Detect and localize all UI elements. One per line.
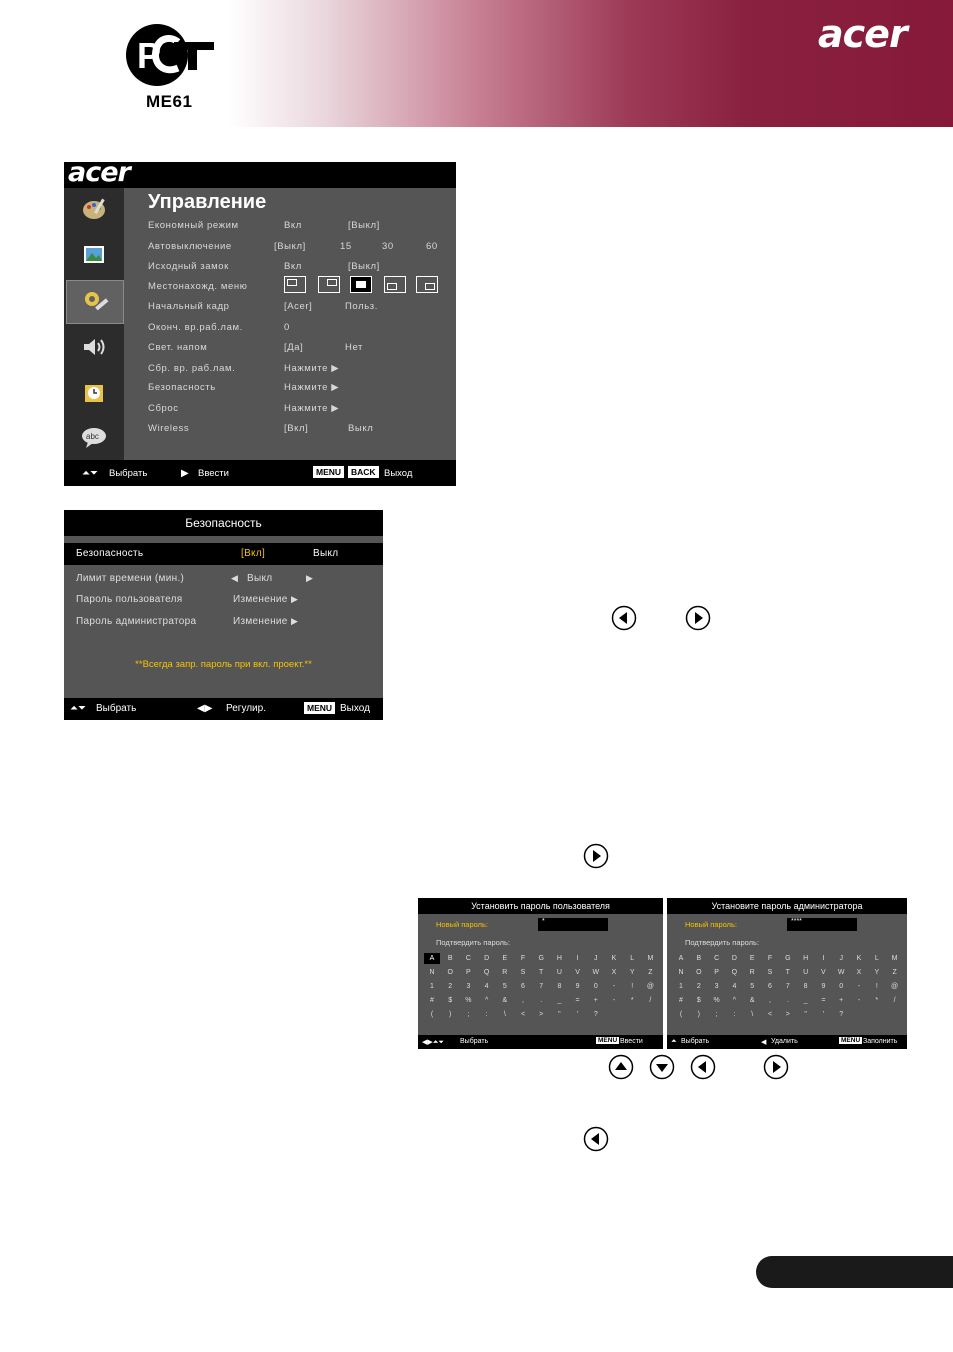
option-off[interactable]: [Выкл] xyxy=(348,220,380,231)
keyboard-key[interactable]: % xyxy=(713,997,720,1004)
keyboard-grid xyxy=(424,953,658,1023)
keyboard-key[interactable]: X xyxy=(856,969,862,976)
keyboard-row xyxy=(673,995,907,1009)
footer-delete: Удалить xyxy=(771,1038,798,1045)
keyboard-key[interactable]: 3 xyxy=(714,983,719,990)
keyboard-key[interactable]: N xyxy=(678,969,684,976)
keyboard-key[interactable]: \ xyxy=(503,1011,506,1018)
keyboard-row xyxy=(673,953,907,967)
keyboard-key[interactable]: 7 xyxy=(539,983,544,990)
keyboard-key[interactable]: 5 xyxy=(502,983,507,990)
row-label: Автовыключение xyxy=(148,241,232,252)
keyboard-key[interactable]: ) xyxy=(449,1011,452,1018)
keyboard-key[interactable]: B xyxy=(696,955,702,962)
left-right-icon: ◀▶ xyxy=(197,703,213,714)
keyboard-key[interactable]: # xyxy=(430,997,434,1004)
option-off[interactable]: Выкл xyxy=(313,548,339,559)
keyboard-key[interactable]: O xyxy=(696,969,702,976)
up-arrow-icon xyxy=(608,1054,634,1080)
footer-select: Выбрать xyxy=(460,1038,489,1045)
keyboard-key[interactable]: K xyxy=(611,955,617,962)
security-row-user-password[interactable] xyxy=(76,594,376,608)
acer-logo: acer xyxy=(818,12,907,56)
pw-title: Установить пароль пользователя xyxy=(418,898,663,914)
confirm-password-label: Подтвердить пароль: xyxy=(436,938,511,947)
change-button[interactable]: Изменение xyxy=(233,594,288,605)
keyboard-key[interactable]: O xyxy=(447,969,453,976)
menu-row-lamp-reset[interactable] xyxy=(148,363,454,377)
option-on[interactable]: [Вкл] xyxy=(241,548,266,559)
keyboard-key[interactable]: G xyxy=(785,955,791,962)
keyboard-key[interactable]: < xyxy=(767,1011,773,1018)
option-off[interactable]: [Выкл] xyxy=(348,261,380,272)
keyboard-key[interactable]: A xyxy=(424,953,440,964)
keyboard-key[interactable]: J xyxy=(594,955,598,962)
menu-row-lamp-hours xyxy=(148,322,454,336)
osd-title: Управление xyxy=(148,191,267,213)
row-label: Исходный замок xyxy=(148,261,229,272)
footer-select: Выбрать xyxy=(109,468,148,479)
keyboard-key[interactable]: S xyxy=(520,969,526,976)
osd-security-screen xyxy=(64,510,383,720)
keyboard-key[interactable]: $ xyxy=(696,997,701,1004)
timeout-value: Выкл xyxy=(247,573,273,584)
keyboard-key[interactable]: @ xyxy=(891,983,899,990)
keyboard-key[interactable]: > xyxy=(539,1011,544,1018)
keyboard-key[interactable]: ) xyxy=(697,1011,700,1018)
keyboard-key[interactable]: V xyxy=(821,969,826,976)
right-arrow-icon xyxy=(583,843,609,869)
menu-row-security[interactable] xyxy=(148,382,454,396)
row-label: Лимит времени (мин.) xyxy=(76,573,185,584)
pw-footer xyxy=(667,1035,907,1049)
row-label: Оконч. вр.раб.лам. xyxy=(148,322,243,333)
keyboard-key[interactable]: / xyxy=(649,997,652,1004)
keyboard-key[interactable]: R xyxy=(502,969,508,976)
keyboard-key[interactable]: 5 xyxy=(750,983,755,990)
footer-exit: Выход xyxy=(340,703,370,714)
keyboard-key[interactable]: M xyxy=(647,955,654,962)
keyboard-key[interactable]: E xyxy=(749,955,755,962)
keyboard-key[interactable]: ( xyxy=(679,1011,683,1018)
row-label: Пароль пользователя xyxy=(76,594,183,605)
keyboard-key[interactable]: & xyxy=(502,997,508,1004)
left-triangle-icon[interactable]: ◀ xyxy=(231,573,239,583)
press-button[interactable]: Нажмите ▶ xyxy=(284,382,340,393)
row-label: Wireless xyxy=(148,423,190,434)
security-title: Безопасность xyxy=(64,510,383,536)
keyboard-key[interactable]: _ xyxy=(803,997,808,1004)
keyboard-key[interactable]: I xyxy=(822,955,825,962)
menu-position-top-left[interactable] xyxy=(284,276,306,293)
keyboard-key[interactable]: / xyxy=(893,997,896,1004)
footer-select: Выбрать xyxy=(96,703,137,714)
keyboard-key[interactable]: Z xyxy=(648,969,653,976)
security-row-security[interactable] xyxy=(76,548,376,562)
row-label: Сброс xyxy=(148,403,179,414)
keyboard-key[interactable]: = xyxy=(575,997,580,1004)
row-label: Начальный кадр xyxy=(148,301,230,312)
menu-key[interactable]: MENU xyxy=(304,702,335,714)
press-button[interactable]: Нажмите ▶ xyxy=(284,363,340,374)
keyboard-key[interactable]: X xyxy=(611,969,617,976)
keyboard-key[interactable]: # xyxy=(679,997,683,1004)
keyboard-key[interactable]: + xyxy=(593,997,598,1004)
option-15[interactable]: 15 xyxy=(340,241,352,252)
keyboard-key[interactable]: 9 xyxy=(821,983,826,990)
keyboard-key[interactable]: * xyxy=(630,997,634,1004)
keyboard-key[interactable]: * xyxy=(875,997,879,1004)
security-row-admin-password[interactable] xyxy=(76,616,376,630)
left-arrow-icon xyxy=(611,605,637,631)
keyboard-key[interactable]: Y xyxy=(629,969,635,976)
keyboard-key[interactable]: - xyxy=(857,983,861,990)
down-arrow-icon xyxy=(649,1054,675,1080)
keyboard-key[interactable]: - xyxy=(612,997,616,1004)
keyboard-key[interactable]: D xyxy=(484,955,490,962)
keyboard-row xyxy=(424,1009,658,1023)
left-icon: ◀ xyxy=(761,1039,767,1046)
model-label: ME61 xyxy=(146,92,193,111)
footer-adjust: Регулир. xyxy=(226,703,266,714)
keyboard-row xyxy=(673,1009,907,1023)
keyboard-key[interactable]: : xyxy=(733,1011,736,1018)
arrows-icon: ◀▶⏶⏷ xyxy=(422,1039,444,1046)
keyboard-key[interactable]: @ xyxy=(646,983,654,990)
keyboard-key[interactable]: V xyxy=(575,969,580,976)
keyboard-key[interactable]: P xyxy=(466,969,471,976)
footer-exit: Выход xyxy=(384,468,413,479)
footer-enter: Ввести xyxy=(198,468,229,479)
keyboard-key[interactable]: _ xyxy=(557,997,562,1004)
keyboard-key[interactable]: L xyxy=(874,955,879,962)
keyboard-key[interactable]: E xyxy=(502,955,508,962)
keyboard-key[interactable]: 1 xyxy=(679,983,683,990)
keyboard-key[interactable]: K xyxy=(856,955,862,962)
keyboard-key[interactable]: ! xyxy=(875,983,878,990)
keyboard-key[interactable]: ' xyxy=(822,1011,825,1018)
osd-brand-logo: acer xyxy=(68,157,130,188)
keyboard-key[interactable]: H xyxy=(556,955,562,962)
keyboard-key[interactable]: , xyxy=(769,997,771,1004)
option-yes[interactable]: [Да] xyxy=(284,342,304,353)
option-off[interactable]: [Выкл] xyxy=(274,241,306,252)
option-on[interactable]: Вкл xyxy=(284,261,302,272)
set-admin-password-screen xyxy=(667,898,907,1049)
option-acer[interactable]: [Acer] xyxy=(284,301,313,312)
right-triangle-icon[interactable]: ▶ xyxy=(306,573,314,583)
keyboard-key[interactable]: ? xyxy=(593,1011,598,1018)
up-down-icon: ⏶ xyxy=(671,1038,677,1045)
keyboard-key[interactable]: H xyxy=(803,955,809,962)
keyboard-key[interactable]: 3 xyxy=(466,983,471,990)
osd-footer xyxy=(64,460,456,486)
keyboard-key[interactable]: - xyxy=(857,997,861,1004)
keyboard-key[interactable]: : xyxy=(485,1011,488,1018)
option-off[interactable]: Выкл xyxy=(348,423,374,434)
row-label: Свет. напом xyxy=(148,342,208,353)
row-label: Местонахожд. меню xyxy=(148,281,248,292)
menu-row-auto-shutdown[interactable] xyxy=(148,241,454,255)
option-on[interactable]: Вкл xyxy=(284,220,302,231)
footer-select: Выбрать xyxy=(681,1038,710,1045)
keyboard-key[interactable]: T xyxy=(785,969,790,976)
keyboard-key[interactable]: 6 xyxy=(768,983,772,990)
keyboard-key[interactable]: Y xyxy=(874,969,880,976)
new-password-label: Новый пароль: xyxy=(436,920,489,929)
keyboard-key[interactable]: 4 xyxy=(732,983,737,990)
change-button[interactable]: Изменение xyxy=(233,616,288,627)
keyboard-key[interactable]: W xyxy=(837,969,845,976)
new-password-field[interactable]: **** xyxy=(787,918,857,931)
right-arrow-icon xyxy=(685,605,711,631)
keyboard-key[interactable]: J xyxy=(839,955,843,962)
keyboard-key[interactable]: W xyxy=(592,969,600,976)
keyboard-row xyxy=(424,981,658,995)
menu-position-bottom-right[interactable] xyxy=(416,276,438,293)
keyboard-key[interactable]: T xyxy=(539,969,544,976)
page-header xyxy=(0,0,953,127)
keyboard-key[interactable]: ; xyxy=(467,1011,470,1018)
menu-row-lamp-reminder[interactable] xyxy=(148,342,454,356)
page-number-tab xyxy=(756,1256,953,1288)
keyboard-row xyxy=(424,953,658,967)
keyboard-key[interactable]: A xyxy=(678,955,684,962)
keyboard-key[interactable]: R xyxy=(749,969,755,976)
menu-key[interactable]: MENU xyxy=(598,1037,618,1044)
keyboard-key[interactable]: ; xyxy=(715,1011,718,1018)
left-arrow-icon xyxy=(583,1126,609,1152)
keyboard-key[interactable]: ? xyxy=(839,1011,844,1018)
keyboard-key[interactable]: & xyxy=(749,997,755,1004)
right-triangle-icon: ▶ xyxy=(291,616,299,626)
keyboard-key[interactable]: < xyxy=(520,1011,526,1018)
keyboard-key[interactable]: U xyxy=(556,969,562,976)
keyboard-key[interactable]: 1 xyxy=(430,983,434,990)
keyboard-key[interactable]: Q xyxy=(483,969,490,976)
keyboard-key[interactable]: Q xyxy=(731,969,738,976)
menu-row-source-lock[interactable] xyxy=(148,261,454,275)
security-footer xyxy=(64,698,383,720)
keyboard-key[interactable]: - xyxy=(612,983,616,990)
keyboard-key[interactable]: I xyxy=(576,955,579,962)
keyboard-key[interactable]: 2 xyxy=(448,983,453,990)
keyboard-key[interactable]: $ xyxy=(448,997,453,1004)
svg-text:P: P xyxy=(137,35,162,76)
left-arrow-icon xyxy=(690,1054,716,1080)
keyboard-key[interactable]: > xyxy=(785,1011,790,1018)
keyboard-key[interactable]: + xyxy=(839,997,844,1004)
keyboard-key[interactable]: % xyxy=(465,997,472,1004)
menu-row-reset[interactable] xyxy=(148,403,454,417)
keyboard-row xyxy=(673,967,907,981)
menu-position-top-right[interactable] xyxy=(318,276,340,293)
keyboard-key[interactable]: F xyxy=(520,955,526,962)
pw-title: Установите пароль администратора xyxy=(667,898,907,914)
footer-confirm: Заполнить xyxy=(863,1038,898,1045)
lamp-hours-value: 0 xyxy=(284,322,290,333)
back-key[interactable]: BACK xyxy=(348,466,379,478)
rst-certification-logo xyxy=(126,20,216,90)
keyboard-key[interactable]: . xyxy=(786,997,789,1004)
keyboard-row xyxy=(673,981,907,995)
right-arrow-icon xyxy=(763,1054,789,1080)
keyboard-grid xyxy=(673,953,907,1023)
row-label: Пароль администратора xyxy=(76,616,197,627)
keyboard-key[interactable]: ' xyxy=(576,1011,579,1018)
keyboard-key[interactable]: 2 xyxy=(696,983,701,990)
keyboard-key[interactable]: B xyxy=(447,955,453,962)
keyboard-key[interactable]: 7 xyxy=(785,983,790,990)
row-label: Безопасность xyxy=(148,382,216,393)
row-label: Економный режим xyxy=(148,220,239,231)
menu-row-startup-screen[interactable] xyxy=(148,301,454,315)
keyboard-key[interactable]: C xyxy=(714,955,720,962)
security-note: **Всегда запр. пароль при вкл. проект.** xyxy=(135,659,312,670)
press-button[interactable]: Нажмите ▶ xyxy=(284,403,340,414)
row-label: Сбр. вр. раб.лам. xyxy=(148,363,236,374)
menu-key[interactable]: MENU xyxy=(841,1037,861,1044)
option-user[interactable]: Польз. xyxy=(345,301,378,312)
keyboard-key[interactable]: , xyxy=(522,997,524,1004)
up-down-icon: ⏶⏷ xyxy=(70,703,86,714)
keyboard-key[interactable]: M xyxy=(891,955,898,962)
keyboard-key[interactable]: " xyxy=(558,1011,561,1018)
keyboard-key[interactable]: C xyxy=(465,955,471,962)
pw-footer xyxy=(418,1035,663,1049)
keyboard-key[interactable]: ^ xyxy=(732,997,737,1004)
right-icon: ▶ xyxy=(181,468,189,479)
keyboard-key[interactable]: 0 xyxy=(839,983,844,990)
option-no[interactable]: Нет xyxy=(345,342,363,353)
keyboard-key[interactable]: = xyxy=(821,997,826,1004)
option-60[interactable]: 60 xyxy=(426,241,438,252)
set-user-password-screen xyxy=(418,898,663,1049)
footer-enter: Ввести xyxy=(620,1038,643,1045)
menu-row-eco-mode[interactable] xyxy=(148,220,454,234)
row-label: Безопасность xyxy=(76,548,144,559)
keyboard-key[interactable]: 8 xyxy=(557,983,562,990)
keyboard-row xyxy=(424,967,658,981)
new-password-label: Новый пароль: xyxy=(685,920,738,929)
keyboard-key[interactable]: " xyxy=(804,1011,807,1018)
keyboard-key[interactable]: F xyxy=(767,955,773,962)
keyboard-key[interactable]: . xyxy=(540,997,543,1004)
keyboard-key[interactable]: Z xyxy=(892,969,897,976)
keyboard-key[interactable]: D xyxy=(731,955,737,962)
svg-text:abc: abc xyxy=(86,432,99,441)
keyboard-key[interactable]: U xyxy=(803,969,809,976)
keyboard-key[interactable]: G xyxy=(538,955,544,962)
keyboard-key[interactable]: ! xyxy=(631,983,634,990)
keyboard-key[interactable]: ( xyxy=(430,1011,434,1018)
keyboard-key[interactable]: 0 xyxy=(593,983,598,990)
keyboard-key[interactable]: P xyxy=(714,969,719,976)
keyboard-key[interactable]: \ xyxy=(751,1011,754,1018)
new-password-field[interactable]: * xyxy=(538,918,608,931)
menu-position-bottom-left[interactable] xyxy=(384,276,406,293)
keyboard-key[interactable]: ^ xyxy=(484,997,489,1004)
keyboard-key[interactable]: S xyxy=(767,969,773,976)
security-row-timeout[interactable] xyxy=(76,573,376,587)
up-down-icon: ⏶⏷ xyxy=(82,468,98,479)
keyboard-key[interactable]: 9 xyxy=(575,983,580,990)
option-30[interactable]: 30 xyxy=(382,241,394,252)
keyboard-key[interactable]: N xyxy=(429,969,435,976)
keyboard-key[interactable]: 6 xyxy=(521,983,525,990)
option-on[interactable]: [Вкл] xyxy=(284,423,309,434)
confirm-password-label: Подтвердить пароль: xyxy=(685,938,760,947)
menu-key[interactable]: MENU xyxy=(313,466,344,478)
right-triangle-icon: ▶ xyxy=(291,594,299,604)
keyboard-key[interactable]: 8 xyxy=(803,983,808,990)
keyboard-row xyxy=(424,995,658,1009)
keyboard-key[interactable]: 4 xyxy=(484,983,489,990)
keyboard-key[interactable]: L xyxy=(630,955,635,962)
menu-position-center-selected[interactable] xyxy=(350,276,372,293)
menu-row-wireless[interactable] xyxy=(148,423,454,437)
osd-management-text-layer xyxy=(64,162,456,486)
